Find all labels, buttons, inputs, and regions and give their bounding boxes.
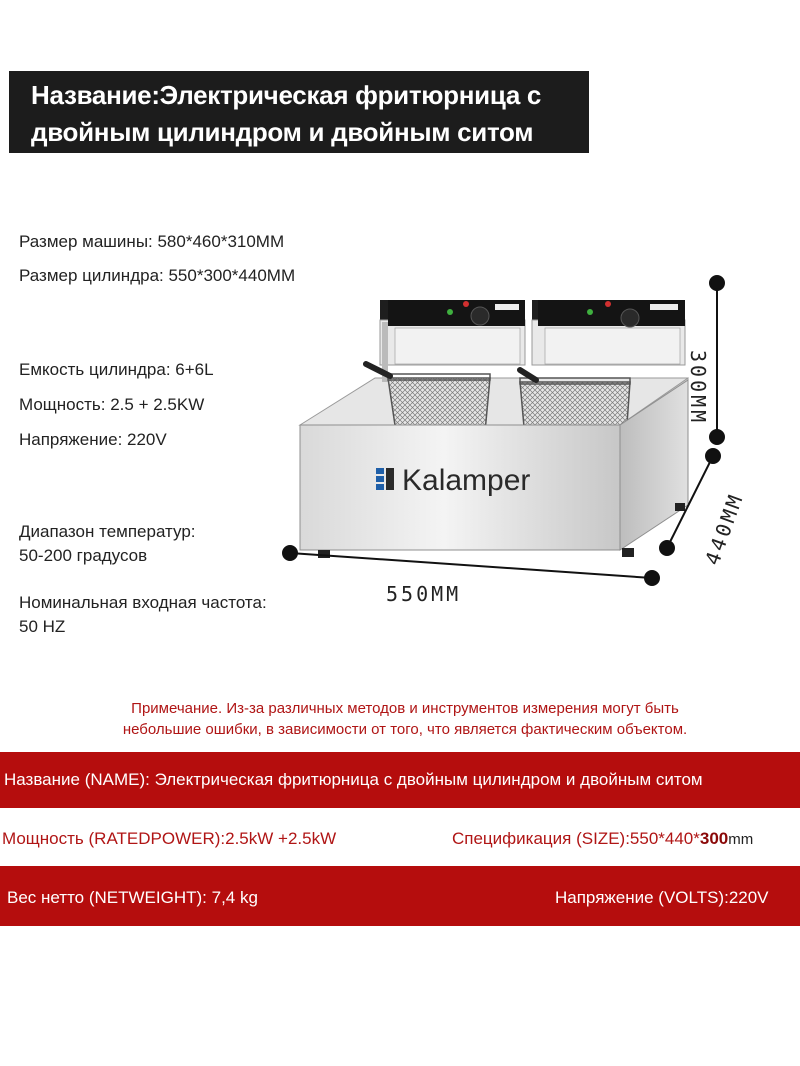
spec-capacity: Емкость цилиндра: 6+6L [19, 360, 214, 379]
info-size-prefix: Спецификация (SIZE):550*440* [452, 829, 700, 848]
spec-power: Мощность: 2.5 + 2.5KW [19, 395, 205, 414]
spec-voltage: Напряжение: 220V [19, 430, 167, 449]
info-weight-volts-band [0, 866, 800, 926]
info-size-unit: mm [728, 831, 754, 848]
spec-cylinder-size: Размер цилиндра: 550*300*440MM [19, 266, 296, 285]
note-line-1: Примечание. Из-за различных методов и инструментов измерения могут быть [131, 700, 679, 717]
spec-machine-size: Размер машины: 580*460*310MM [19, 232, 285, 251]
info-weight: Вес нетто (NETWEIGHT): 7,4 kg [7, 888, 258, 907]
dimension-width-label: 550MM [386, 582, 462, 606]
info-volts: Напряжение (VOLTS):220V [555, 888, 769, 907]
title-line-1: Название:Электрическая фритюрница с [31, 80, 542, 110]
spec-temp-label: Диапазон температур: [19, 522, 196, 541]
measurement-note [40, 698, 770, 740]
info-name: Название (NAME): Электрическая фритюрница с двойным цилиндром и двойным ситом [4, 770, 703, 789]
info-size-bold: 300 [699, 829, 729, 848]
info-power: Мощность (RATEDPOWER):2.5kW +2.5kW [2, 829, 337, 848]
title-line-2: двойным цилиндром и двойным ситом [31, 117, 534, 147]
note-line-2: небольшие ошибки, в зависимости от того, что является фактическим объектом. [122, 721, 688, 738]
info-size [452, 829, 753, 849]
dimension-height-label: 300MM [686, 350, 710, 426]
brand-name: Kalamper [402, 464, 531, 497]
spec-freq-value: 50 HZ [19, 617, 66, 636]
spec-freq-label: Номинальная входная частота: [19, 593, 267, 612]
info-power-size-band [0, 808, 800, 866]
spec-temp-value: 50-200 градусов [19, 546, 148, 565]
dimension-depth-label: 440MM [700, 489, 749, 569]
info-name-band [0, 752, 800, 808]
